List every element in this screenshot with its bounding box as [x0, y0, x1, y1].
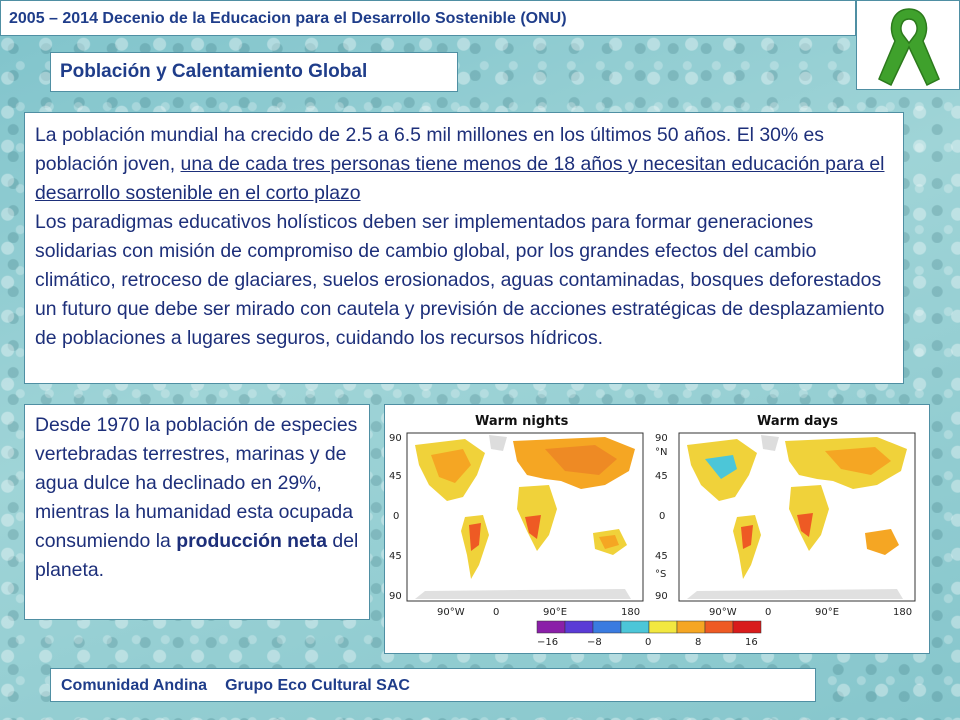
colorbar-segment	[593, 621, 621, 633]
left-map-title: Warm nights	[475, 414, 569, 429]
header-title-bar	[0, 0, 856, 36]
green-ribbon-icon	[857, 1, 960, 91]
svg-text:180: 180	[893, 607, 913, 618]
main-paragraph-first: La población mundial ha crecido de 2.5 a 6.5 mil millones en los últimos 50 años. El 30% es población joven, una de cada tres personas tiene menos de 18 años y necesitan educación para el desarrollo sostenible en el corto plazo	[35, 124, 885, 204]
colorbar-tick: 8	[695, 637, 702, 648]
colorbar-segment	[677, 621, 705, 633]
colorbar-segment	[733, 621, 761, 633]
svg-text:90°E: 90°E	[543, 607, 568, 618]
svg-text:0: 0	[659, 511, 666, 522]
svg-text:90: 90	[655, 433, 668, 444]
main-paragraph-second: Los paradigmas educativos holísticos deben ser implementados para formar generaciones solidarias con misión de compromiso de cambio global, por los grandes efectos del cambio climático, retroceso de glaciares, suelos erosionados, aguas contaminadas, bosques deforestados un futuro que debe ser mirado con cautela y previsión de acciones estratégicas de desplazamiento de poblaciones a lugares seguros, cuidando los recursos hídricos.	[35, 211, 885, 349]
left-map	[407, 433, 643, 601]
footer-org-1: Comunidad Andina	[61, 677, 208, 694]
climate-maps-svg	[385, 405, 929, 653]
svg-text:45: 45	[389, 471, 402, 482]
colorbar-segment	[621, 621, 649, 633]
colorbar-tick: −16	[537, 637, 559, 648]
svg-text:90: 90	[389, 433, 402, 444]
right-map	[679, 433, 915, 601]
colorbar-tick: −8	[587, 637, 602, 648]
main-paragraph-box	[24, 112, 904, 384]
underlined-statement: una de cada tres personas tiene menos de 18 años y necesitan educación para el desarrollo sostenible en el corto plazo	[35, 153, 885, 204]
climate-maps-figure	[384, 404, 930, 654]
svg-text:0: 0	[393, 511, 400, 522]
colorbar-tick: 16	[745, 637, 758, 648]
bold-term: producción neta	[176, 530, 328, 552]
svg-text:180: 180	[621, 607, 641, 618]
svg-text:°S: °S	[655, 569, 667, 580]
colorbar-segment	[565, 621, 593, 633]
page-subtitle: Población y Calentamiento Global	[50, 52, 458, 92]
svg-text:45: 45	[655, 471, 668, 482]
colorbar-segment	[705, 621, 733, 633]
side-paragraph-box: Desde 1970 la población de especies vertebradas terrestres, marinas y de agua dulce ha declinado en 29%, mientras la humanidad esta ocupada consumiendo la producción neta del planeta.	[24, 404, 370, 620]
logo-box	[856, 0, 960, 90]
svg-text:°N: °N	[655, 447, 668, 458]
svg-text:90: 90	[655, 591, 668, 602]
footer-org-2: Grupo Eco Cultural SAC	[225, 677, 410, 694]
colorbar-segment	[649, 621, 677, 633]
footer-bar	[50, 668, 816, 702]
svg-text:90°W: 90°W	[709, 607, 737, 618]
colorbar-segment	[537, 621, 565, 633]
svg-text:0: 0	[493, 607, 500, 618]
header-title: 2005 – 2014 Decenio de la Educacion para el Desarrollo Sostenible (ONU)	[9, 10, 567, 27]
svg-text:0: 0	[765, 607, 772, 618]
right-map-title: Warm days	[757, 414, 839, 429]
svg-text:90: 90	[389, 591, 402, 602]
svg-text:45: 45	[655, 551, 668, 562]
colorbar-tick: 0	[645, 637, 652, 648]
svg-text:45: 45	[389, 551, 402, 562]
svg-text:90°W: 90°W	[437, 607, 465, 618]
svg-text:90°E: 90°E	[815, 607, 840, 618]
colorbar	[537, 621, 761, 633]
